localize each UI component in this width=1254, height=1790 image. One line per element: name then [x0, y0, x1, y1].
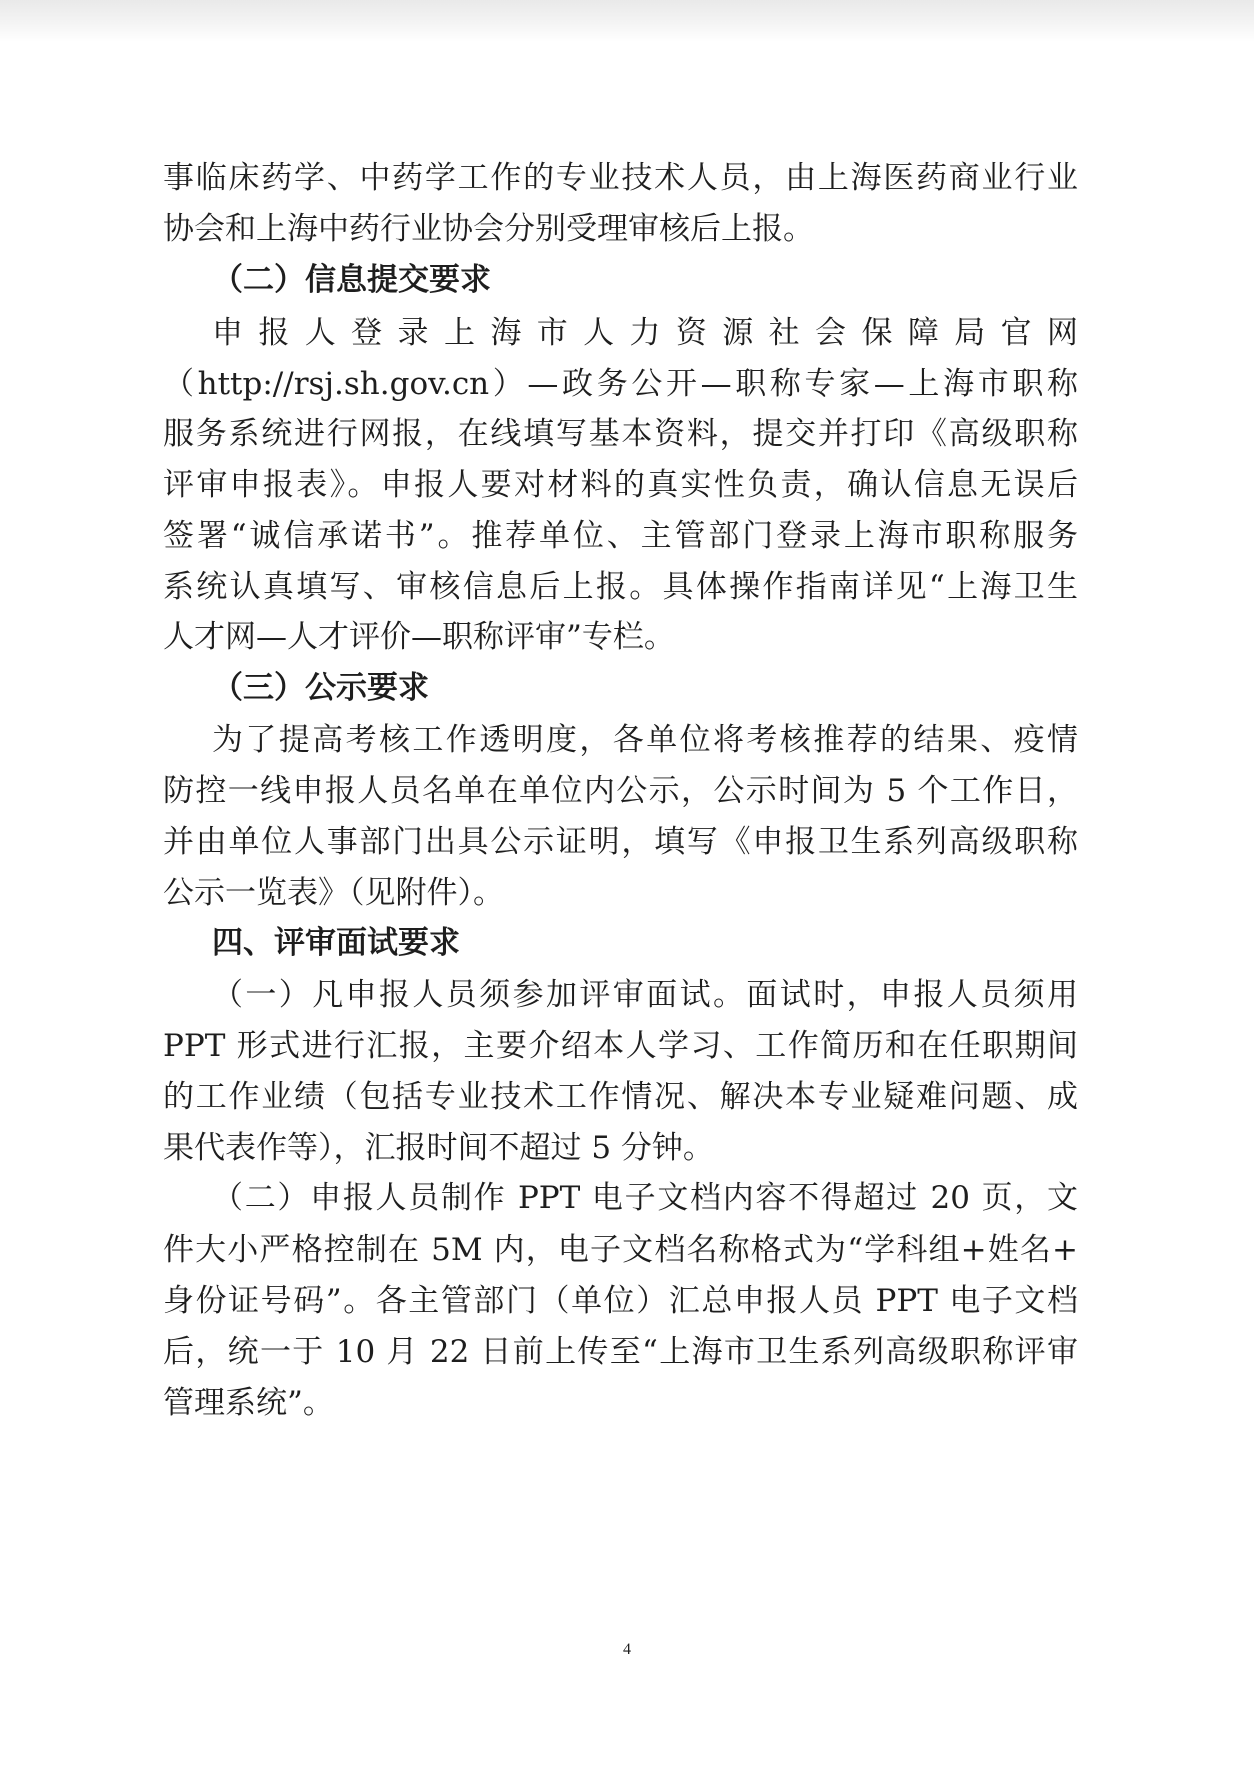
paragraph-line: （http://rsj.sh.gov.cn）—政务公开—职称专家—上海市职称	[163, 366, 1078, 402]
paragraph-line: 申报人登录上海市人力资源社会保障局官网	[212, 315, 1078, 351]
paragraph-line: 事临床药学、中药学工作的专业技术人员，由上海医药商业行业	[163, 160, 1078, 196]
paragraph-line: 果代表作等），汇报时间不超过 5 分钟。	[163, 1130, 714, 1166]
paragraph-line: 评审申报表》。申报人要对材料的真实性负责，确认信息无误后	[163, 467, 1078, 503]
paragraph-line: 后，统一于 10 月 22 日前上传至“上海市卫生系列高级职称评审	[163, 1334, 1078, 1370]
paragraph-line: 身份证号码”。各主管部门（单位）汇总申报人员 PPT 电子文档	[163, 1283, 1078, 1319]
section-heading: （二）信息提交要求	[212, 262, 491, 298]
paragraph-line: 服务系统进行网报，在线填写基本资料，提交并打印《高级职称	[163, 416, 1078, 452]
paragraph-line: 并由单位人事部门出具公示证明，填写《申报卫生系列高级职称	[163, 824, 1078, 860]
paragraph-line: 防控一线申报人员名单在单位内公示，公示时间为 5 个工作日，	[163, 773, 1078, 809]
scan-edge-shadow	[0, 0, 1254, 42]
paragraph-line: 件大小严格控制在 5M 内，电子文档名称格式为“学科组+姓名+	[163, 1232, 1078, 1268]
paragraph-line: 协会和上海中药行业协会分别受理审核后上报。	[163, 211, 814, 247]
paragraph-line: PPT 形式进行汇报，主要介绍本人学习、工作简历和在任职期间	[163, 1028, 1078, 1064]
paragraph-line: 人才网—人才评价—职称评审”专栏。	[163, 619, 675, 655]
paragraph-line: 签署“诚信承诺书”。推荐单位、主管部门登录上海市职称服务	[163, 518, 1078, 554]
paragraph-line: （二）申报人员制作 PPT 电子文档内容不得超过 20 页，文	[212, 1180, 1078, 1216]
page-number: 4	[623, 1641, 631, 1658]
paragraph-line: 系统认真填写、审核信息后上报。具体操作指南详见“上海卫生	[163, 569, 1078, 605]
paragraph-line: 为了提高考核工作透明度，各单位将考核推荐的结果、疫情	[212, 722, 1078, 758]
paragraph-line: 公示一览表》（见附件）。	[163, 875, 504, 911]
chapter-heading: 四、评审面试要求	[212, 925, 460, 961]
paragraph-line: 的工作业绩（包括专业技术工作情况、解决本专业疑难问题、成	[163, 1079, 1078, 1115]
paragraph-line: 管理系统”。	[163, 1385, 334, 1421]
paragraph-line: （一）凡申报人员须参加评审面试。面试时，申报人员须用	[212, 977, 1078, 1013]
section-heading: （三）公示要求	[212, 670, 429, 706]
